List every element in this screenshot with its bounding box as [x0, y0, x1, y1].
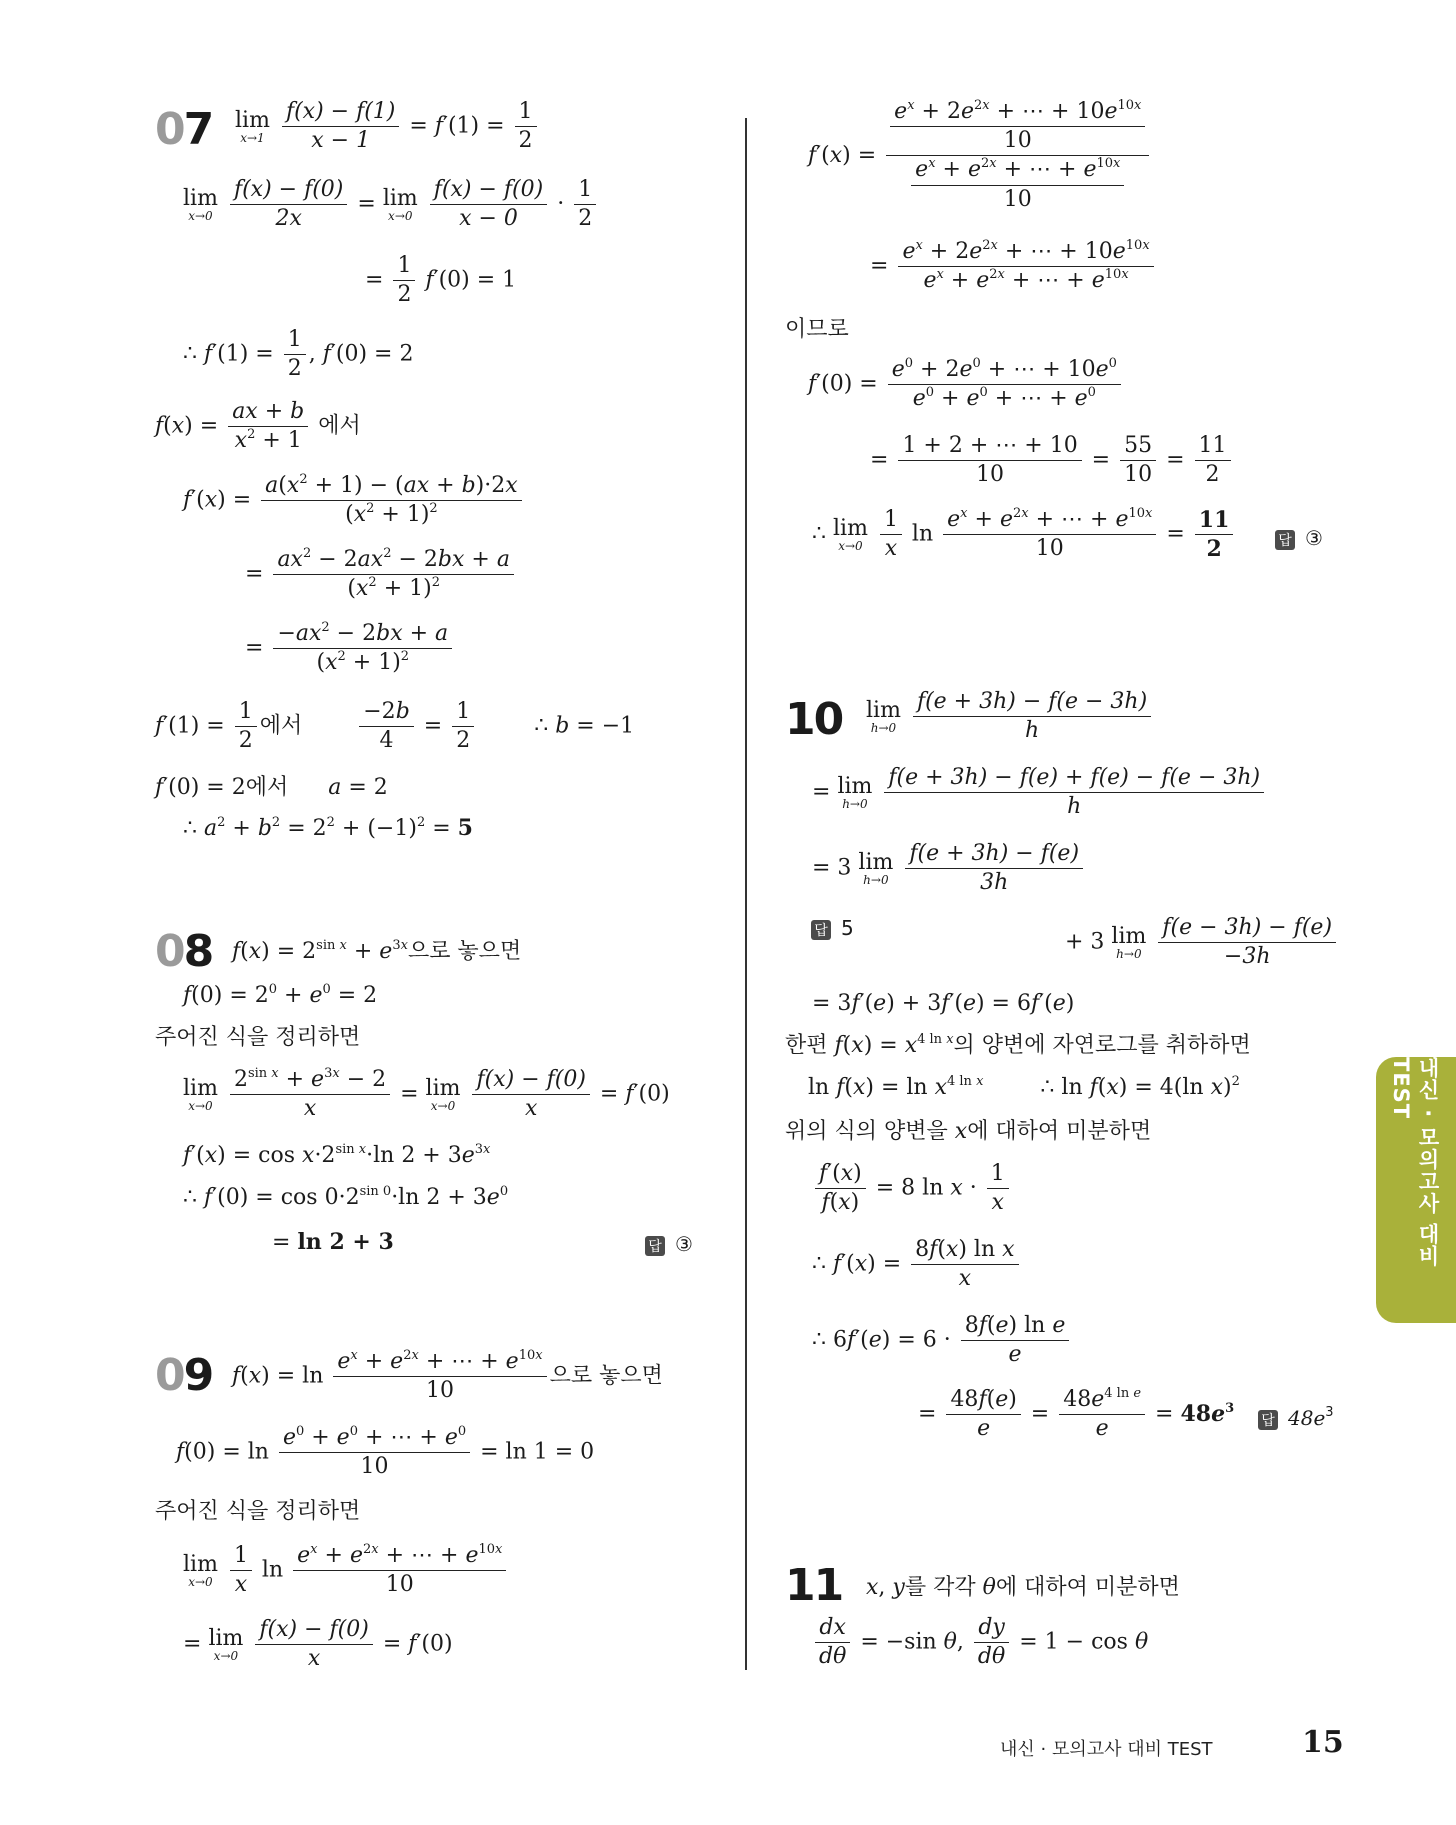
eq-07-6: f′(x) = $\frac{a(x^2 + 1) - (ax + b)\cdot 2x}{(x^2 + 1)^2}$: [183, 474, 525, 527]
eq-11-1: $\frac{dx}{d\theta}$ = −sin θ, $\frac{dy}{d\theta}$ = 1 − cos θ: [812, 1616, 1148, 1669]
text-10-hanpyeon: 한편 $f(x) = x^{4 ln x}$의 양변에 자연로그를 취하하면: [785, 1032, 1251, 1058]
answer-mark-09: 답: [1275, 530, 1295, 550]
eq-07-3: = $\frac{1}{2}$ f′(0) = 1: [365, 253, 517, 308]
answer-10: 답 $48e^3$: [1258, 1406, 1334, 1430]
eq-10-9: ∴ 6f′(e) = 6 · $\frac{\text{8f(e) ln e}}{e}$: [812, 1314, 1072, 1367]
eq-09-5: f′(x) = $\frac{\frac{e^x + 2e^{2x} + \cdots + 10e^{10x}}{10}}{\frac{e^x + e^{2x} + \cdots + e^{10x}}{10}}$: [808, 100, 1152, 212]
eq-09-7: f′(0) = $\frac{e^0 + 2e^0 + \cdots + 10e^0}{e^0 + e^0 + \cdots + e^0}$: [808, 358, 1124, 411]
eq-07-10: f′(0) = 2에서 a = 2: [155, 775, 388, 800]
eq-10-3: = 3 lim h→0 $\frac{f(e + 3h) - f(e)}{3h}$: [812, 842, 1086, 895]
eq-10-10: = $\frac{48f(e)}{e}$ = $\frac{48e^{4 ln e}}{e}$ = $48e^3$: [918, 1386, 1235, 1442]
text-09-imuro: 이므로: [785, 317, 849, 342]
eq-07-5: f(x) = $\frac{ax + b}{x^2 + 1}$ 에서: [155, 399, 361, 454]
eq-07-1: lim x→1 $\frac{f(x) - f(1)}{x - 1}$ = f′(1) = $\frac{1}{2}$: [235, 100, 540, 153]
eq-09-4: = lim x→0 $\frac{f(x) - f(0)}{x}$ = f′(0): [183, 1617, 453, 1672]
eq-10-4: + 3 lim h→0 $\frac{f(e - 3h) - f(e)}{-3h}$: [1065, 916, 1339, 969]
problem-number-08: 08: [155, 926, 213, 977]
eq-08-3: lim x→0 $\frac{2^{sin x} + e^{3x} - 2}{x}$ = lim x→0 $\frac{f(x) - f(0)}{x}$ = f′(0): [183, 1066, 670, 1122]
eq-09-6: = $\frac{e^x + 2e^{2x} + \cdots + 10e^{10x}}{e^x + e^{2x} + \cdots + e^{10x}}$: [870, 240, 1157, 293]
text-09-simplify: 주어진 식을 정리하면: [155, 1499, 361, 1524]
eq-09-9: ∴ lim x→0 $\frac{1}{x}$ ln $\frac{e^x + e^{2x} + \cdots + e^{10x}}{10}$ = $\frac{11}{2}$: [812, 508, 1236, 561]
eq-07-9: f′(1) = $\frac{1}{2}$ 에서 $\frac{-2b}{4}$ = $\frac{1}{2}$ ∴ b = −1: [155, 699, 635, 754]
eq-10-6: $\ln f(x) = \ln x^{4 ln x}$ ∴ ln f(x) = 4(ln x)$^2$: [808, 1074, 1240, 1100]
page-number: 15: [1302, 1725, 1344, 1760]
eq-10-7: $\frac{f'(x)}{f(x)}$ = 8 ln x · $\frac{1}{x}$: [812, 1162, 1012, 1215]
side-tab-label: 내신 · 모의고사 대비 TEST: [1389, 1057, 1440, 1267]
eq-08-6: = ln 2 + 3: [272, 1229, 394, 1255]
section-side-tab: [1376, 1057, 1456, 1323]
answer-mark-08: 답: [645, 1236, 665, 1256]
eq-09-2: f(0) = ln $\frac{e^0 + e^0 + \cdots + e^0}{10}$ = ln 1 = 0: [176, 1424, 595, 1480]
problem-number-10: 10: [785, 694, 843, 745]
eq-10-8: ∴ f′(x) = $\frac{\text{8f(x) ln x}}{x}$: [812, 1238, 1022, 1291]
eq-07-11: ∴ $a^2 + b^2 = 2^2 + (-1)^2 = 5$: [183, 815, 473, 841]
column-divider: [745, 118, 747, 1670]
text-10-wieui: 위의 식의 양변을 x에 대하여 미분하면: [785, 1119, 1152, 1144]
eq-07-4: ∴ f′(1) = $\frac{1}{2}$ , f′(0) = 2: [183, 327, 414, 382]
problem-number-11: 11: [785, 1560, 843, 1611]
problem-number-07: 07: [155, 104, 213, 155]
answer-08: 답 ③: [645, 1232, 693, 1256]
text-08-simplify: 주어진 식을 정리하면: [155, 1025, 361, 1050]
answer-09: 답 ③: [1275, 526, 1323, 550]
answer-07: 답 5: [811, 916, 854, 940]
eq-07-7: = $\frac{ax^2 - 2ax^2 - 2bx + a}{(x^2 + 1)^2}$: [245, 548, 517, 601]
eq-09-1: f(x) = ln $\frac{e^x + e^{2x} + \cdots + e^{10x}}{10}$ 으로 놓으면: [232, 1348, 663, 1404]
eq-09-8: = $\frac{1 + 2 + \cdots + 10}{10}$ = $\frac{55}{10}$ = $\frac{11}{2}$: [870, 434, 1234, 487]
eq-08-4: $f'(x) = \cos x\cdot 2^{sin x}\cdot\ln$ $2 + 3e^{3x}$: [183, 1142, 491, 1168]
eq-10-1: lim h→0 $\frac{f(e + 3h) - f(e - 3h)}{h}$: [866, 690, 1154, 743]
eq-09-3: lim x→0 $\frac{1}{x}$ ln $\frac{e^x + e^{2x} + \cdots + e^{10x}}{10}$: [183, 1544, 509, 1597]
eq-10-2: = lim h→0 $\frac{f(e + 3h) - f(e) + f(e) - f(e - 3h)}{h}$: [812, 766, 1267, 819]
text-11-intro: x, y를 각각 θ에 대하여 미분하면: [866, 1575, 1180, 1600]
problem-number-09: 09: [155, 1350, 213, 1401]
eq-08-2: $f(0) = 2^0 + e^0 = 2$: [183, 982, 378, 1008]
eq-08-5: ∴ $f'(0) = \cos 0\cdot 2^{sin 0}\cdot\ln$ $2 + 3e^0$: [183, 1184, 509, 1210]
answer-mark-07: 답: [811, 920, 831, 940]
answer-mark-10: 답: [1258, 1410, 1278, 1430]
footer-label: 내신 · 모의고사 대비 TEST: [1000, 1739, 1213, 1760]
eq-10-5: = 3f′(e) + 3f′(e) = 6f′(e): [812, 991, 1075, 1016]
eq-07-2: lim x→0 $\frac{f(x) - f(0)}{2x}$ = lim x→0 $\frac{f(x) - f(0)}{x - 0}$ · $\frac{1}{2}$: [183, 178, 599, 231]
eq-08-1: $f(x) = 2^{sin x} + e^{3x}$으로 놓으면: [232, 938, 522, 964]
eq-07-8: = $\frac{-ax^2 - 2bx + a}{(x^2 + 1)^2}$: [245, 622, 455, 675]
